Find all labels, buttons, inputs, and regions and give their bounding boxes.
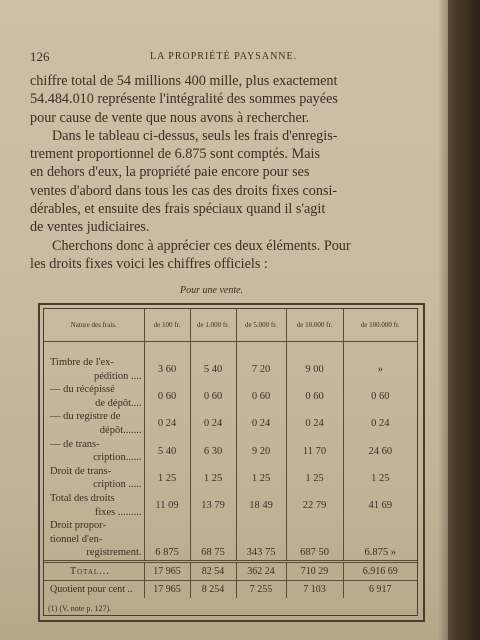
quotient-label: Quotient pour cent .. xyxy=(44,580,144,598)
quotient-row xyxy=(44,580,417,598)
table-cell: 1 25 xyxy=(190,465,236,492)
row-label-line: pédition .... xyxy=(93,370,142,382)
table-header-row xyxy=(44,309,417,342)
page-number: 126 xyxy=(30,49,50,64)
row-label xyxy=(44,492,144,519)
table-cell: 18 49 xyxy=(236,492,286,519)
row-label-line: Droit propor- xyxy=(50,520,107,532)
table-cell: 0 60 xyxy=(236,383,286,410)
table-row xyxy=(44,492,417,519)
table-cell: 22 79 xyxy=(286,492,343,519)
column-header: de 10.000 fr. xyxy=(286,309,343,342)
text-line: en dehors d'eux, la propriété paie encore pour ses xyxy=(30,164,310,181)
row-label xyxy=(44,383,144,410)
row-label-line: — de trans- xyxy=(50,438,100,450)
table-cell: 0 60 xyxy=(343,383,417,410)
table-row xyxy=(44,410,417,437)
text-line: Dans le tableau ci-dessus, seuls les frais d'enregis- xyxy=(52,127,338,144)
spacer-row xyxy=(44,342,417,357)
table-cell: 1 25 xyxy=(286,465,343,492)
table-cell: 6 917 xyxy=(343,580,417,598)
table-cell: 8 254 xyxy=(190,580,236,598)
column-header: Nature des frais. xyxy=(44,309,144,342)
table-cell: 11 09 xyxy=(144,492,190,519)
table-cell: 6 30 xyxy=(190,438,236,465)
table-cell: 1 25 xyxy=(343,465,417,492)
row-label xyxy=(44,356,144,383)
table-row xyxy=(44,383,417,410)
table-cell: 362 24 xyxy=(236,561,286,580)
table-row xyxy=(44,356,417,383)
row-label-line: cription ..... xyxy=(93,479,142,491)
row-label-line: Timbre de l'ex- xyxy=(50,357,114,368)
running-head xyxy=(30,49,420,65)
table-cell: 5 40 xyxy=(190,356,236,383)
row-label xyxy=(44,465,144,492)
text-line: de ventes judiciaires. xyxy=(30,219,150,236)
row-label-line: registrement. xyxy=(86,547,142,559)
table-cell: 0 24 xyxy=(190,410,236,437)
table-cell: 1 25 xyxy=(236,465,286,492)
fees-table-inner-frame xyxy=(43,308,418,616)
table-cell: 9 00 xyxy=(286,356,343,383)
text-line: trement proportionnel de 6.875 sont comptés. Mais xyxy=(30,146,321,163)
table-cell: 7 103 xyxy=(286,580,343,598)
table-cell: 9 20 xyxy=(236,438,286,465)
table-cell: 68 75 xyxy=(190,519,236,561)
text-line: ventes d'abord dans tous les cas des droits fixes consi- xyxy=(30,182,338,199)
row-label-line: fixes ......... xyxy=(94,506,142,518)
table-cell: 7 255 xyxy=(236,580,286,598)
text-line: chiffre total de 54 millions 400 mille, plus exactement xyxy=(30,73,338,89)
table-cell: 13 79 xyxy=(190,492,236,519)
table-cell: 0 24 xyxy=(236,410,286,437)
table-cell: 1 25 xyxy=(144,465,190,492)
table-cell: 7 20 xyxy=(236,356,286,383)
table-cell: 24 60 xyxy=(343,438,417,465)
row-label-line: de dépôt.... xyxy=(95,397,142,409)
row-label-line: Droit de trans- xyxy=(50,465,112,477)
text-line: dérables, et ensuite des frais spéciaux quand il s'agit xyxy=(30,201,326,218)
table-cell: 0 24 xyxy=(343,410,417,437)
column-header: de 5.000 fr. xyxy=(236,309,286,342)
row-label-line: Total des droits xyxy=(50,492,115,504)
text-line: Cherchons donc à apprécier ces deux éléments. Pour xyxy=(52,237,351,254)
row-label xyxy=(44,438,144,465)
table-row xyxy=(44,519,417,561)
total-row xyxy=(44,561,417,580)
fees-table xyxy=(44,309,417,598)
table-cell: 343 75 xyxy=(236,519,286,561)
table-cell: 687 50 xyxy=(286,519,343,561)
table-cell: 3 60 xyxy=(144,356,190,383)
table-cell: 41 69 xyxy=(343,492,417,519)
text-line: les droits fixes voici les chiffres officiels : xyxy=(30,255,268,272)
table-row xyxy=(44,465,417,492)
body-text xyxy=(30,72,424,273)
table-cell: » xyxy=(343,356,417,383)
footnote: (1) (V. note p. 127). xyxy=(48,604,112,613)
table-cell: 82 54 xyxy=(190,561,236,580)
table-cell: 0 24 xyxy=(144,410,190,437)
row-label xyxy=(44,519,144,561)
running-title: LA PROPRIÉTÉ PAYSANNE. xyxy=(150,51,298,62)
row-label-line: — du récépissé xyxy=(50,384,115,396)
column-header: de 100.000 fr. xyxy=(343,309,417,342)
table-cell: 710 29 xyxy=(286,561,343,580)
table-cell: 0 60 xyxy=(286,383,343,410)
table-cell: 11 70 xyxy=(286,438,343,465)
table-caption: Pour une vente. xyxy=(180,285,244,296)
text-line: 54.484.010 représente l'intégralité des sommes payées xyxy=(30,91,338,108)
column-header: de 1.000 fr. xyxy=(190,309,236,342)
column-header: de 100 fr. xyxy=(144,309,190,342)
table-cell: 6 875 xyxy=(144,519,190,561)
table-cell: 0 60 xyxy=(144,383,190,410)
table-cell: 6.875 » xyxy=(343,519,417,561)
fees-table-frame xyxy=(38,303,425,622)
table-cell: 0 60 xyxy=(190,383,236,410)
table-cell: 17 965 xyxy=(144,561,190,580)
table-cell: 5 40 xyxy=(144,438,190,465)
table-row xyxy=(44,438,417,465)
row-label-line: tionnel d'en- xyxy=(50,533,103,545)
table-cell: 0 24 xyxy=(286,410,343,437)
row-label-line: dépôt....... xyxy=(99,424,142,436)
table-cell: 6.916 69 xyxy=(343,561,417,580)
row-label-line: — du registre de xyxy=(50,411,121,423)
text-line: pour cause de vente que nous avons à rechercher. xyxy=(30,109,310,126)
total-label: Total... xyxy=(44,561,144,580)
row-label-line: cription...... xyxy=(93,452,142,464)
table-cell: 17 965 xyxy=(144,580,190,598)
row-label xyxy=(44,410,144,437)
